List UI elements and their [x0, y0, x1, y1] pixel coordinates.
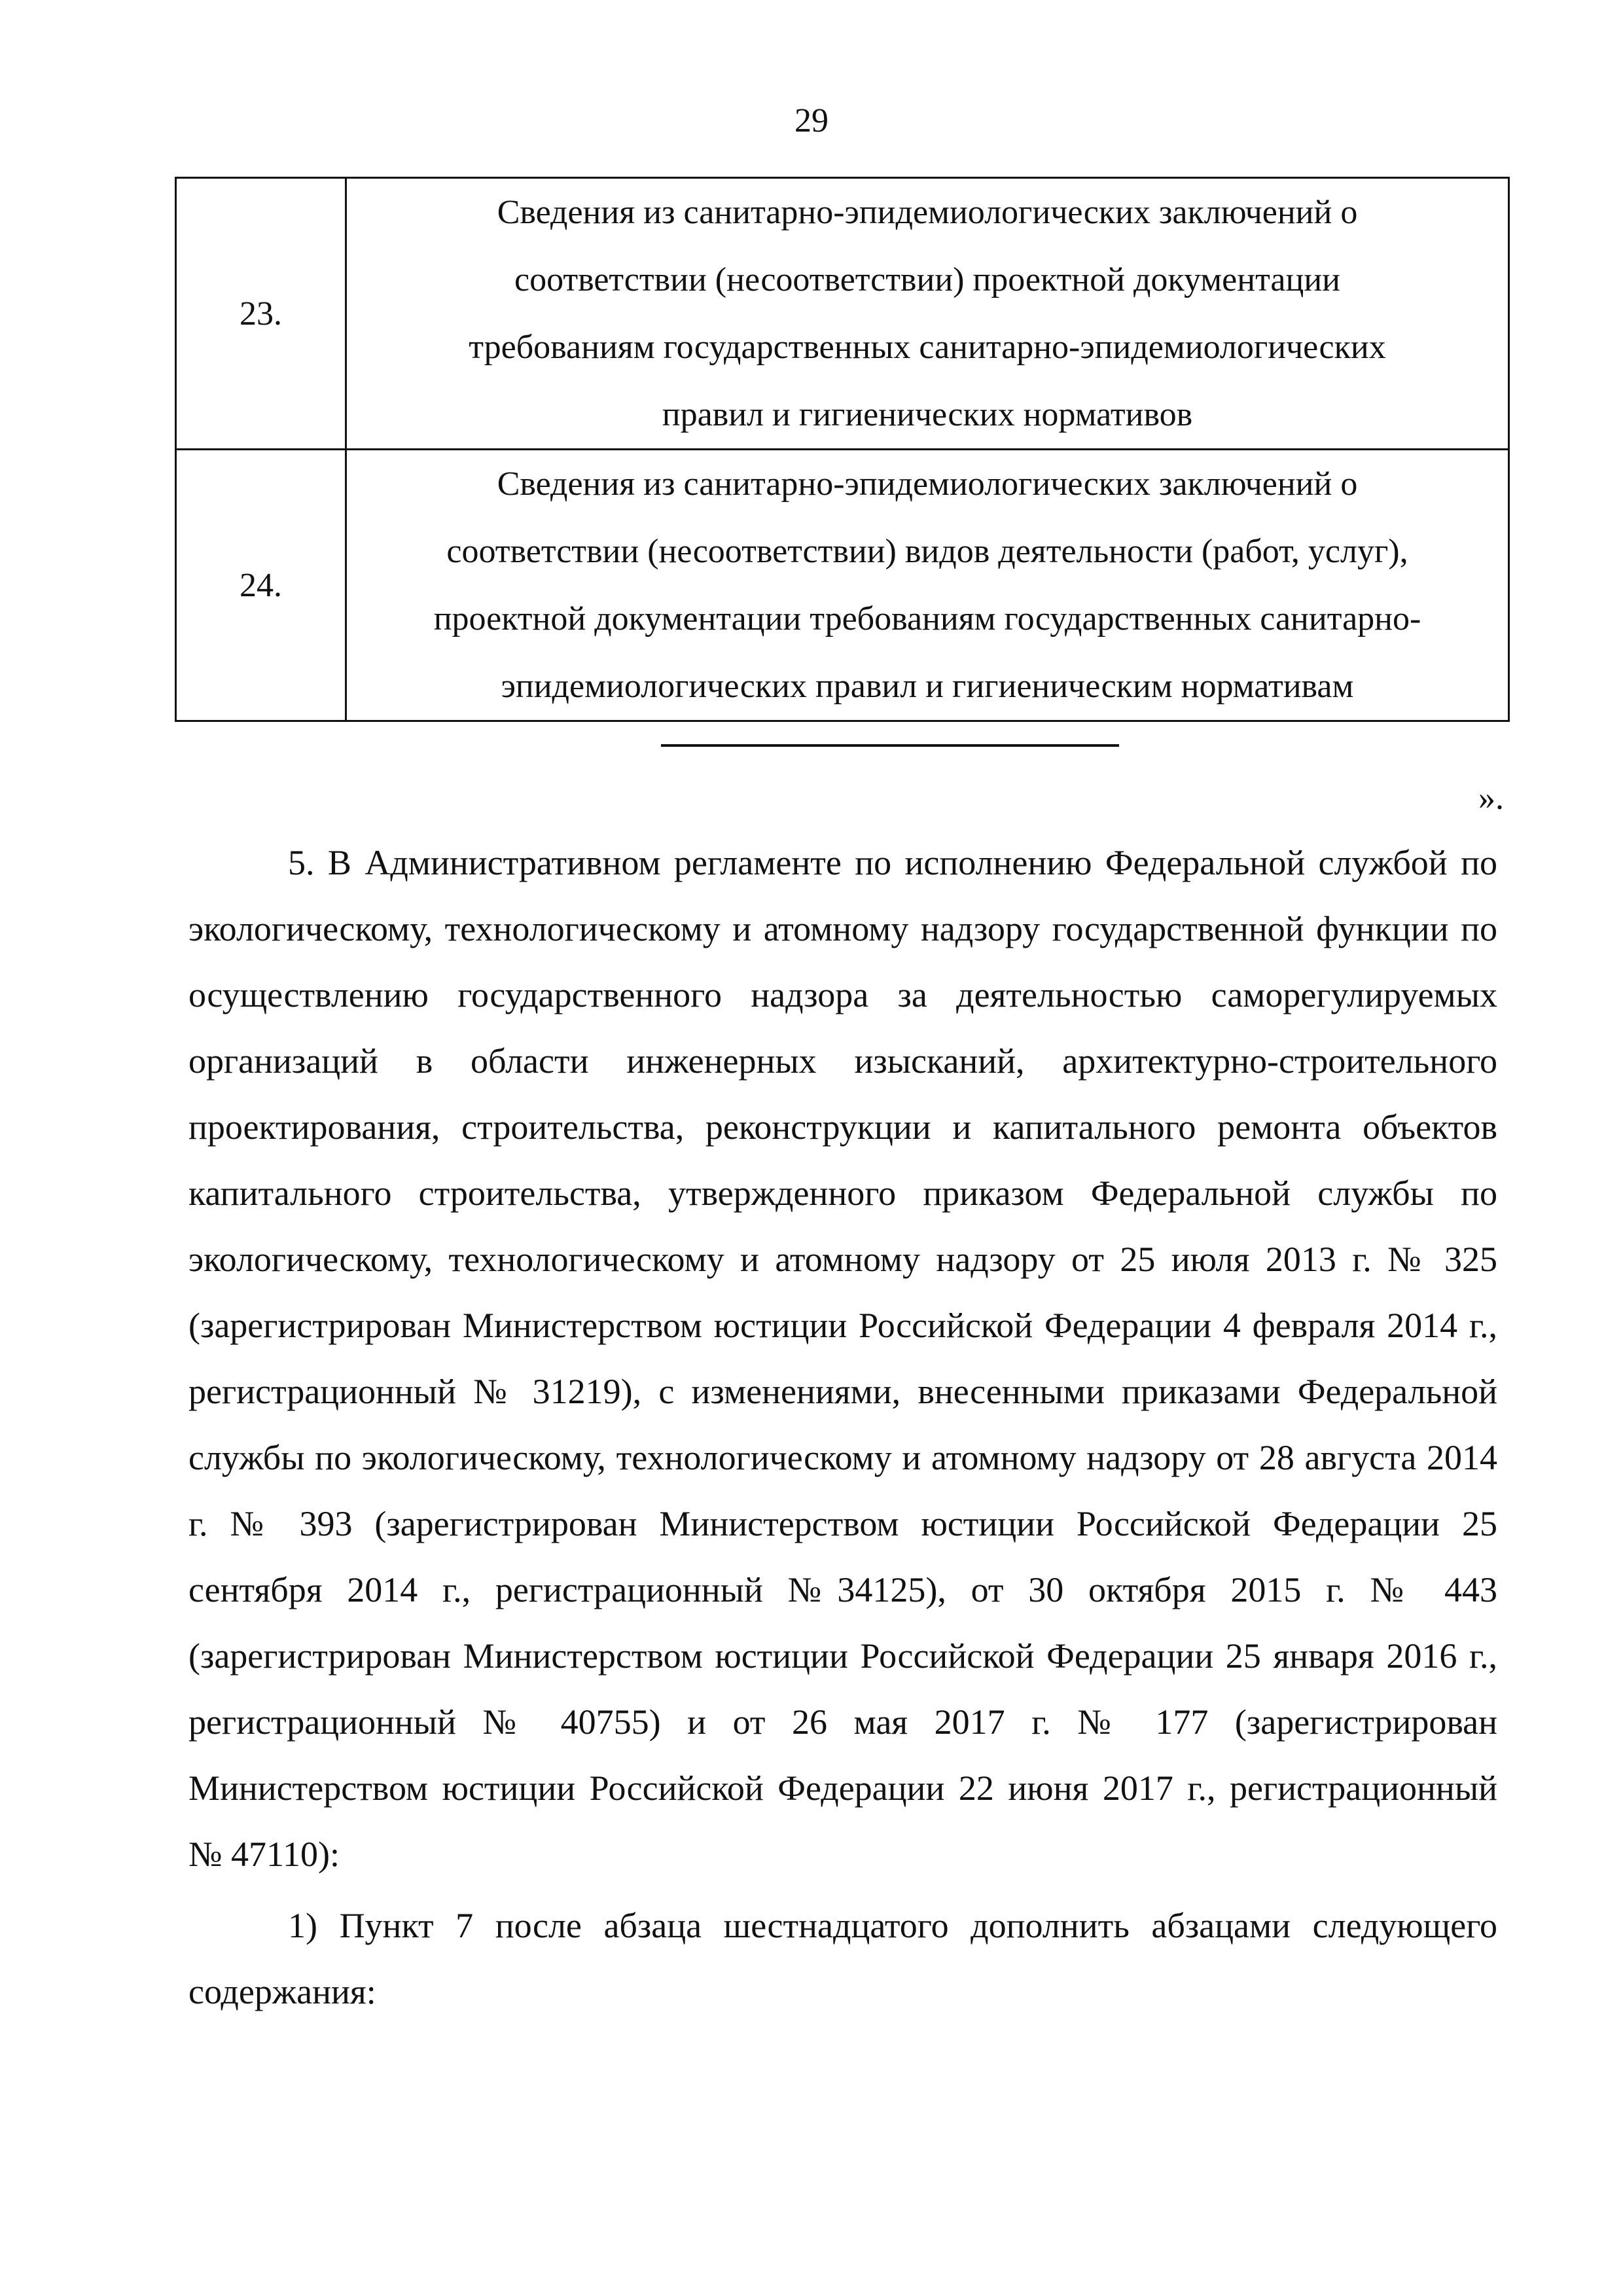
description-line: правил и гигиенических нормативов — [662, 396, 1193, 433]
paragraph: 1) Пункт 7 после абзаца шестнадцатого дополнить абзацами следующего содержания: — [188, 1906, 1497, 2011]
description-line: эпидемиологических правил и гигиеническим нормативам — [501, 668, 1354, 705]
closing-quote: ». — [1478, 780, 1504, 817]
paragraph: 5. В Административном регламенте по исполнению Федеральной службой по экологическому, технологическому и атомному надзору государственной функции по осуществлению государственного надзора за деятельностью саморегулируемых организаций в области инженерных изысканий, архитектурно-строительного проектирования, строительства, реконструкции и капитального ремонта объектов капитального строительства, утвержденного приказом Федеральной службы по экологическому, технологическому и атомному надзору от 25 июля 2013 г. № 325 (зарегистрирован Министерством юстиции Российской Федерации 4 февраля 2014 г., регистрационный № 31219), с изменениями, внесенными приказами Федеральной службы по экологическому, технологическому и атомному надзору от 28 августа 2014 г. № 393 (зарегистрирован Министерством юстиции Российской Федерации 25 сентября 2014 г., регистрационный №34125), от 30 октября 2015 г. № 443 (зарегистрирован Министерством юстиции Российской Федерации 25 января 2016 г., регистрационный № 40755) и от 26 мая 2017 г. № 177 (зарегистрирован Министерством юстиции Российской Федерации 22 июня 2017 г., регистрационный № 47110): — [188, 843, 1497, 1874]
description-line: требованиям государственных санитарно-эпидемиологических — [469, 329, 1386, 366]
table-row — [176, 450, 1509, 721]
description-line: соответствии (несоответствии) проектной документации — [514, 261, 1340, 298]
page-number: 29 — [794, 102, 829, 139]
row-description-cell — [346, 178, 1509, 450]
description-line: Сведения из санитарно-эпидемиологических заключений о — [497, 465, 1358, 503]
body-text — [188, 830, 1497, 2025]
row-number-cell: 24. — [176, 450, 346, 721]
description-line: проектной документации требованиям государственных санитарно- — [433, 600, 1421, 637]
separator-line — [661, 744, 1119, 747]
table-row — [176, 178, 1509, 450]
row-description-cell — [346, 450, 1509, 721]
information-table — [175, 177, 1510, 722]
description-line: Сведения из санитарно-эпидемиологических заключений о — [497, 194, 1358, 231]
description-line: соответствии (несоответствии) видов деятельности (работ, услуг), — [446, 533, 1408, 570]
row-number-cell: 23. — [176, 178, 346, 450]
